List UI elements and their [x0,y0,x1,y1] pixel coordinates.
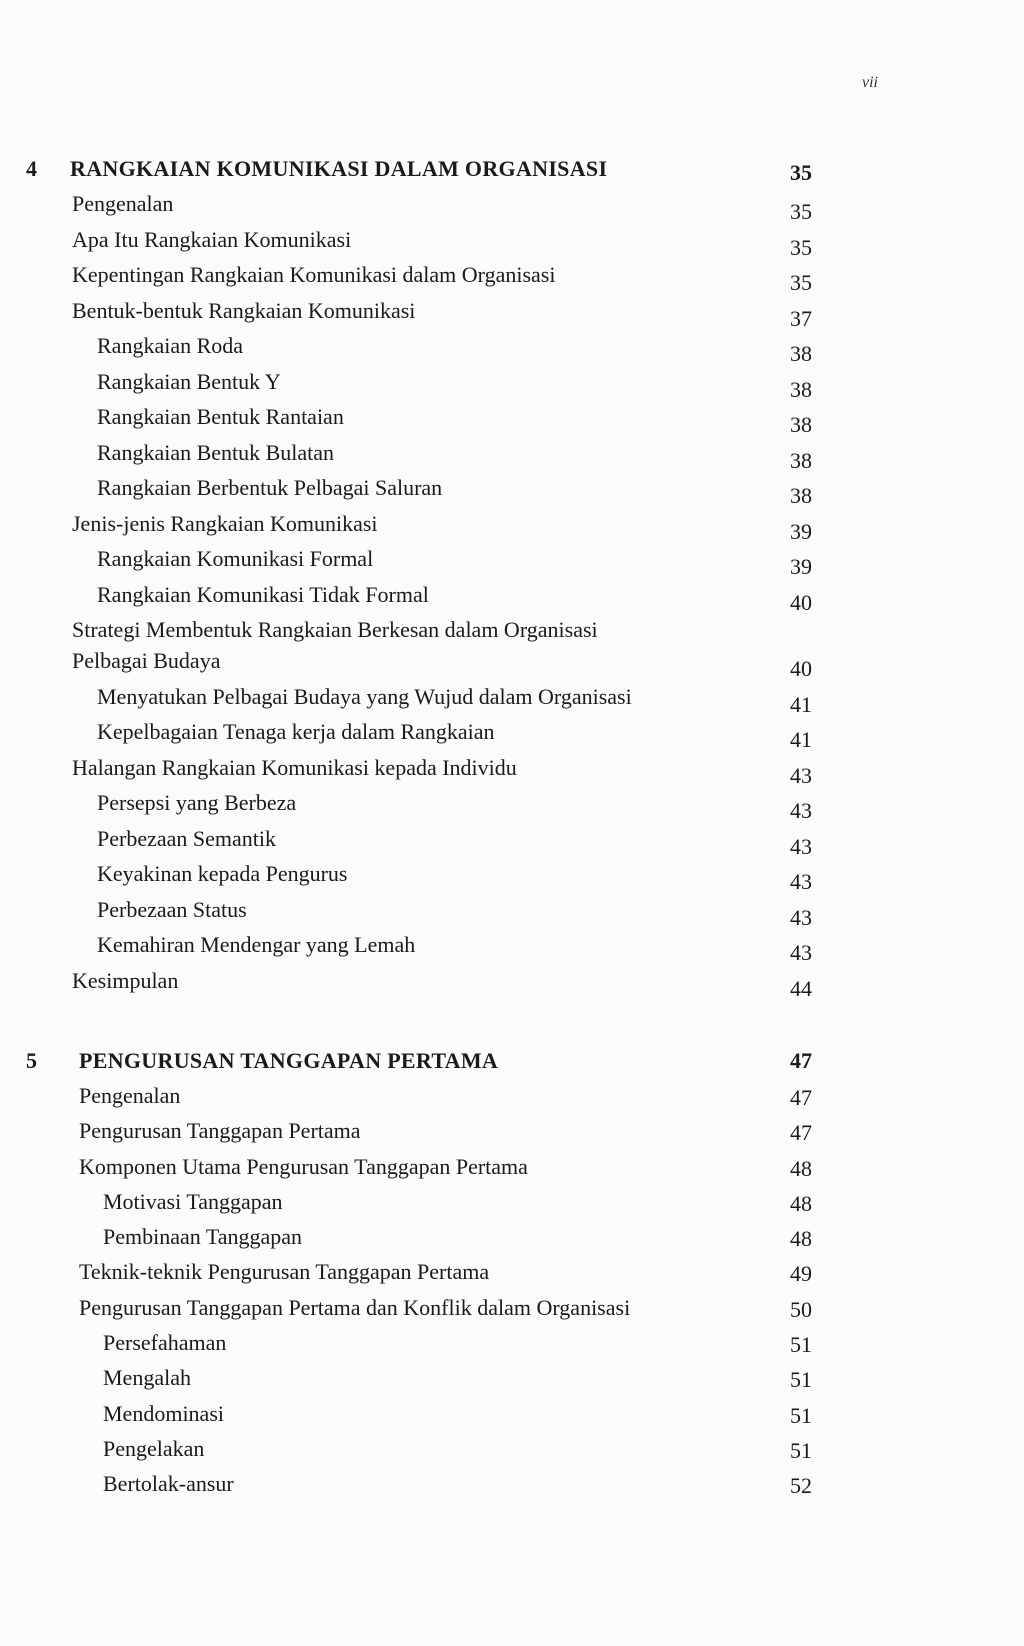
toc-entry-page: 43 [790,869,812,894]
toc-entry-label: Perbezaan Semantik [97,825,276,851]
toc-subentry[interactable] [0,1436,1024,1471]
toc-entry-label: Komponen Utama Pengurusan Tanggapan Pertama [79,1153,528,1179]
toc-subentry[interactable] [0,1365,1024,1400]
toc-entry-page: 51 [790,1437,812,1463]
toc-entry[interactable] [0,968,1024,1004]
toc-subentry[interactable] [0,684,1024,720]
toc-subentry[interactable] [0,546,1024,582]
toc-entry-label: Pengelakan [103,1435,205,1461]
toc-entry[interactable] [0,1295,1024,1330]
toc-entry-page: 47 [790,1120,812,1146]
toc-entry-label: Halangan Rangkaian Komunikasi kepada Individu [72,754,517,780]
toc-subentry[interactable] [0,333,1024,369]
chapter-4-section [0,156,1024,1003]
chapter-number: 5 [26,1048,37,1073]
toc-entry-page: 43 [790,904,812,930]
toc-entry-label: Teknik-teknik Pengurusan Tanggapan Pertama [79,1259,490,1285]
toc-subentry[interactable] [0,369,1024,405]
toc-entry-page: 41 [790,727,812,752]
toc-entry-page: 48 [790,1190,812,1216]
toc-entry-label: Pengurusan Tanggapan Pertama [79,1118,361,1144]
toc-subentry[interactable] [0,719,1024,755]
toc-entry-label: Pelbagai Budaya [72,648,221,673]
toc-entry-page: 38 [790,447,812,473]
chapter-5-section [0,1048,1024,1507]
toc-entry-label: Kepentingan Rangkaian Komunikasi dalam Organisasi [72,262,556,287]
toc-entry-label: Strategi Membentuk Rangkaian Berkesan dalam Organisasi [72,617,598,642]
toc-entry[interactable] [0,1083,1024,1118]
toc-entry-page: 52 [790,1473,812,1499]
toc-entry-page: 43 [790,762,812,788]
toc-entry-label: Pengurusan Tanggapan Pertama dan Konflik dalam Organisasi [79,1294,631,1320]
toc-entry-page: 51 [790,1367,812,1393]
chapter-page: 35 [790,160,812,185]
toc-entry-label: Motivasi Tanggapan [103,1188,283,1214]
toc-entry-label: Mengalah [103,1365,191,1391]
toc-entry[interactable] [0,511,1024,547]
toc-entry-page: 44 [790,975,812,1001]
toc-subentry[interactable] [0,440,1024,476]
toc-entry-page: 48 [790,1155,812,1181]
toc-subentry[interactable] [0,790,1024,826]
toc-entry-label: Rangkaian Bentuk Rantaian [97,404,344,429]
toc-entry-page: 40 [790,589,812,615]
toc-entry[interactable] [0,262,1024,298]
toc-subentry[interactable] [0,1471,1024,1506]
chapter-heading[interactable] [0,1048,1024,1083]
toc-entry-label: Bentuk-bentuk Rangkaian Komunikasi [72,297,416,323]
toc-entry-label: Menyatukan Pelbagai Budaya yang Wujud dalam Organisasi [97,683,632,709]
toc-entry-page: 47 [790,1085,812,1110]
toc-subentry[interactable] [0,475,1024,511]
toc-entry-page: 35 [790,270,812,295]
toc-entry[interactable] [0,1118,1024,1153]
toc-entry-label: Mendominasi [103,1400,224,1426]
toc-entry[interactable] [0,755,1024,791]
toc-entry[interactable] [0,227,1024,263]
toc-entry-label: Kemahiran Mendengar yang Lemah [97,932,416,957]
toc-subentry[interactable] [0,1224,1024,1259]
toc-entry-page: 37 [790,305,812,331]
toc-subentry[interactable] [0,897,1024,933]
toc-subentry[interactable] [0,404,1024,440]
toc-entry-label: Kepelbagaian Tenaga kerja dalam Rangkaian [97,719,495,744]
toc-entry[interactable] [0,648,1024,684]
toc-entry-page: 49 [790,1261,812,1287]
toc-entry-label: Rangkaian Roda [97,333,244,358]
toc-entry-label: Apa Itu Rangkaian Komunikasi [72,226,352,252]
chapter-number: 4 [26,156,37,181]
toc-entry-page: 43 [790,940,812,965]
toc-entry-page: 43 [790,798,812,823]
toc-entry-label: Pembinaan Tanggapan [103,1224,303,1250]
toc-subentry[interactable] [0,1401,1024,1436]
toc-entry-page: 39 [790,554,812,579]
toc-entry-label: Pengenalan [72,191,174,216]
toc-entry-label: Keyakinan kepada Pengurus [97,861,348,886]
toc-entry-label: Kesimpulan [72,967,179,993]
toc-entry-page: 43 [790,833,812,859]
toc-entry[interactable] [0,617,1024,648]
toc-entry[interactable] [0,1154,1024,1189]
toc-subentry[interactable] [0,1189,1024,1224]
toc-entry-label: Rangkaian Bentuk Bulatan [97,439,335,465]
chapter-title: PENGURUSAN TANGGAPAN PERTAMA [79,1048,499,1073]
toc-entry-page: 38 [790,376,812,402]
toc-subentry[interactable] [0,1330,1024,1365]
toc-entry-page: 35 [790,199,812,224]
toc-entry-page: 51 [790,1402,812,1428]
toc-entry-page: 35 [790,234,812,260]
toc-entry[interactable] [0,1259,1024,1294]
toc-entry[interactable] [0,191,1024,227]
toc-entry-page: 38 [790,412,812,437]
toc-entry-label: Perbezaan Status [97,896,247,922]
toc-subentry[interactable] [0,582,1024,618]
chapter-title: RANGKAIAN KOMUNIKASI DALAM ORGANISASI [70,156,608,181]
page-number: vii [862,74,878,91]
toc-entry-label: Persepsi yang Berbeza [97,790,297,815]
toc-entry[interactable] [0,298,1024,334]
toc-subentry[interactable] [0,932,1024,968]
toc-entry-label: Persefahaman [103,1330,227,1356]
toc-entry-label: Rangkaian Komunikasi Formal [97,546,374,571]
toc-entry-page: 38 [790,483,812,508]
toc-entry-label: Jenis-jenis Rangkaian Komunikasi [72,510,378,536]
toc-entry-label: Rangkaian Komunikasi Tidak Formal [97,581,429,607]
chapter-heading[interactable] [0,156,1024,191]
toc-entry-page: 50 [790,1296,812,1322]
toc-entry-label: Rangkaian Bentuk Y [97,368,281,394]
toc-subentry[interactable] [0,861,1024,897]
toc-entry-page: 48 [790,1226,812,1252]
toc-entry-page: 41 [790,691,812,717]
chapter-page: 47 [790,1048,812,1073]
toc-entry-page: 39 [790,518,812,544]
toc-entry-page: 38 [790,341,812,366]
toc-entry-page: 40 [790,656,812,681]
toc-subentry[interactable] [0,826,1024,862]
toc-entry-label: Pengenalan [79,1083,181,1108]
toc-entry-label: Bertolak-ansur [103,1471,234,1497]
toc-entry-page: 51 [790,1332,812,1358]
toc-entry-label: Rangkaian Berbentuk Pelbagai Saluran [97,475,443,500]
